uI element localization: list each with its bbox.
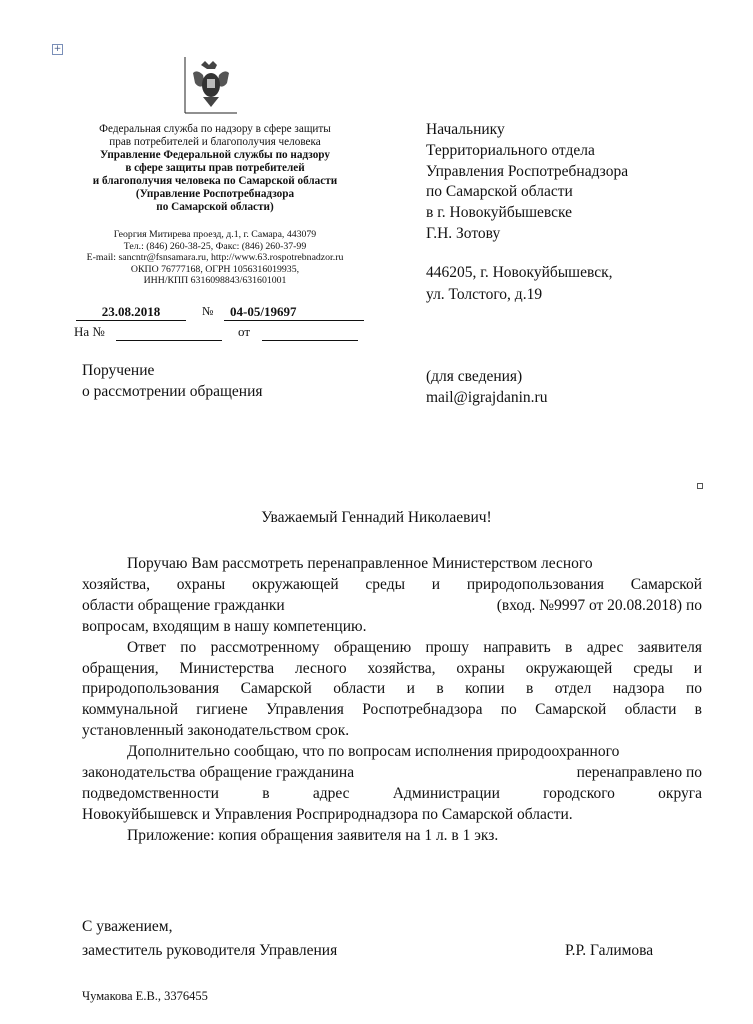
contact-line: ОКПО 76777168, ОГРН 1056316019935,: [130, 263, 300, 275]
letter-body: [82, 554, 702, 847]
from-label: от: [238, 324, 251, 339]
reference-label: На №: [74, 324, 105, 339]
paragraph-line: установленный законодательством срок.: [82, 722, 350, 740]
paragraph-line: хозяйства, охраны окружающей среды и природопользования Самарской: [82, 575, 702, 593]
address-line: 446205, г. Новокуйбышевск,: [426, 264, 613, 281]
resize-handle-icon[interactable]: [697, 483, 703, 489]
line-segment: (вход. №9997 от 20.08.2018) по: [496, 596, 702, 614]
table-move-handle-icon[interactable]: +: [53, 44, 62, 54]
paragraph-line: вопросам, входящим в нашу компетенцию.: [82, 617, 367, 635]
subject-line: Поручение: [82, 362, 155, 379]
address-line: ул. Толстого, д.19: [426, 286, 543, 303]
recipient-line: Территориального отдела: [426, 141, 595, 159]
line-segment: законодательства обращение гражданина: [82, 764, 355, 782]
org-line: в сфере защиты прав потребителей: [125, 162, 305, 174]
reference-number-field: [116, 324, 222, 341]
contact-line: ИНН/КПП 6316098843/631601001: [143, 275, 287, 287]
paragraph-line: обращения, Министерства лесного хозяйства, охраны окружающей среды и: [82, 659, 702, 677]
paragraph-line: Дополнительно сообщаю, что по вопросам исполнения природоохранного: [127, 743, 620, 761]
signer-position: заместитель руководителя Управления: [82, 942, 338, 959]
paragraph-line: [82, 596, 702, 617]
paragraph-line: Новокуйбышевск и Управления Росприроднадзора по Самарской области.: [82, 805, 573, 823]
registration-row: [74, 304, 364, 322]
reference-date-field: [262, 324, 358, 341]
document-number: 04-05/19697: [224, 304, 364, 321]
paragraph-line: Приложение: копия обращения заявителя на 1 л. в 1 экз.: [127, 826, 499, 844]
recipient-line: Г.Н. Зотову: [426, 224, 501, 242]
org-line: Управление Федеральной службы по надзору: [100, 149, 330, 161]
paragraph-line: подведомственности в адрес Администрации городского округа: [82, 784, 702, 802]
document-subject: [82, 360, 263, 402]
reference-row: [74, 324, 364, 342]
contact-line: E-mail: sancntr@fsnsamara.ru, http://www.63.rospotrebnadzor.ru: [86, 252, 344, 264]
org-line: прав потребителей и благополучия человека: [109, 136, 321, 148]
subject-line: о рассмотрении обращения: [82, 383, 263, 400]
line-segment: области обращение гражданки: [82, 596, 285, 614]
paragraph-line: природопользования Самарской области и в копии в отдел надзора по: [82, 680, 702, 698]
contact-line: Тел.: (846) 260-38-25, Факс: (846) 260-37-99: [123, 240, 307, 252]
paragraph-line: Ответ по рассмотренному обращению прошу направить в адрес заявителя: [127, 638, 702, 656]
executor-info: Чумакова Е.В., 3376455: [82, 989, 208, 1003]
info-line: (для сведения): [426, 368, 523, 385]
document-date: 23.08.2018: [76, 304, 186, 321]
paragraph-line: коммунальной гигиене Управления Роспотребнадзора по Самарской области в: [82, 701, 702, 719]
greeting: Уважаемый Геннадий Николаевич!: [261, 509, 492, 526]
org-line: (Управление Роспотребнадзора: [135, 188, 295, 200]
paragraph-line: [82, 763, 702, 784]
paragraph-line: Поручаю Вам рассмотреть перенаправленное Министерством лесного: [127, 555, 593, 572]
recipient-line: по Самарской области: [426, 183, 573, 201]
info-email: mail@igrajdanin.ru: [426, 389, 548, 406]
contact-line: Георгия Митирева проезд, д.1, г. Самара, 443079: [113, 229, 317, 240]
organization-header: [58, 123, 372, 214]
signer-name: Р.Р. Галимова: [565, 942, 654, 959]
recipient-line: Начальнику: [426, 121, 505, 138]
recipient-line: Управления Роспотребнадзора: [426, 162, 629, 180]
closing-phrase: С уважением,: [82, 918, 173, 935]
recipient-line: в г. Новокуйбышевске: [426, 204, 573, 222]
org-line: Федеральная служба по надзору в сфере защиты: [99, 123, 331, 135]
number-sign: №: [202, 304, 214, 318]
organization-contacts: [58, 229, 372, 287]
line-segment: перенаправлено по: [576, 764, 702, 782]
org-line: и благополучия человека по Самарской области: [92, 175, 338, 187]
org-line: по Самарской области): [156, 201, 274, 213]
coat-of-arms-emblem-icon: [183, 55, 239, 115]
recipient-address: [426, 262, 613, 306]
info-copy-block: [426, 366, 547, 408]
recipient-block: [426, 120, 628, 245]
